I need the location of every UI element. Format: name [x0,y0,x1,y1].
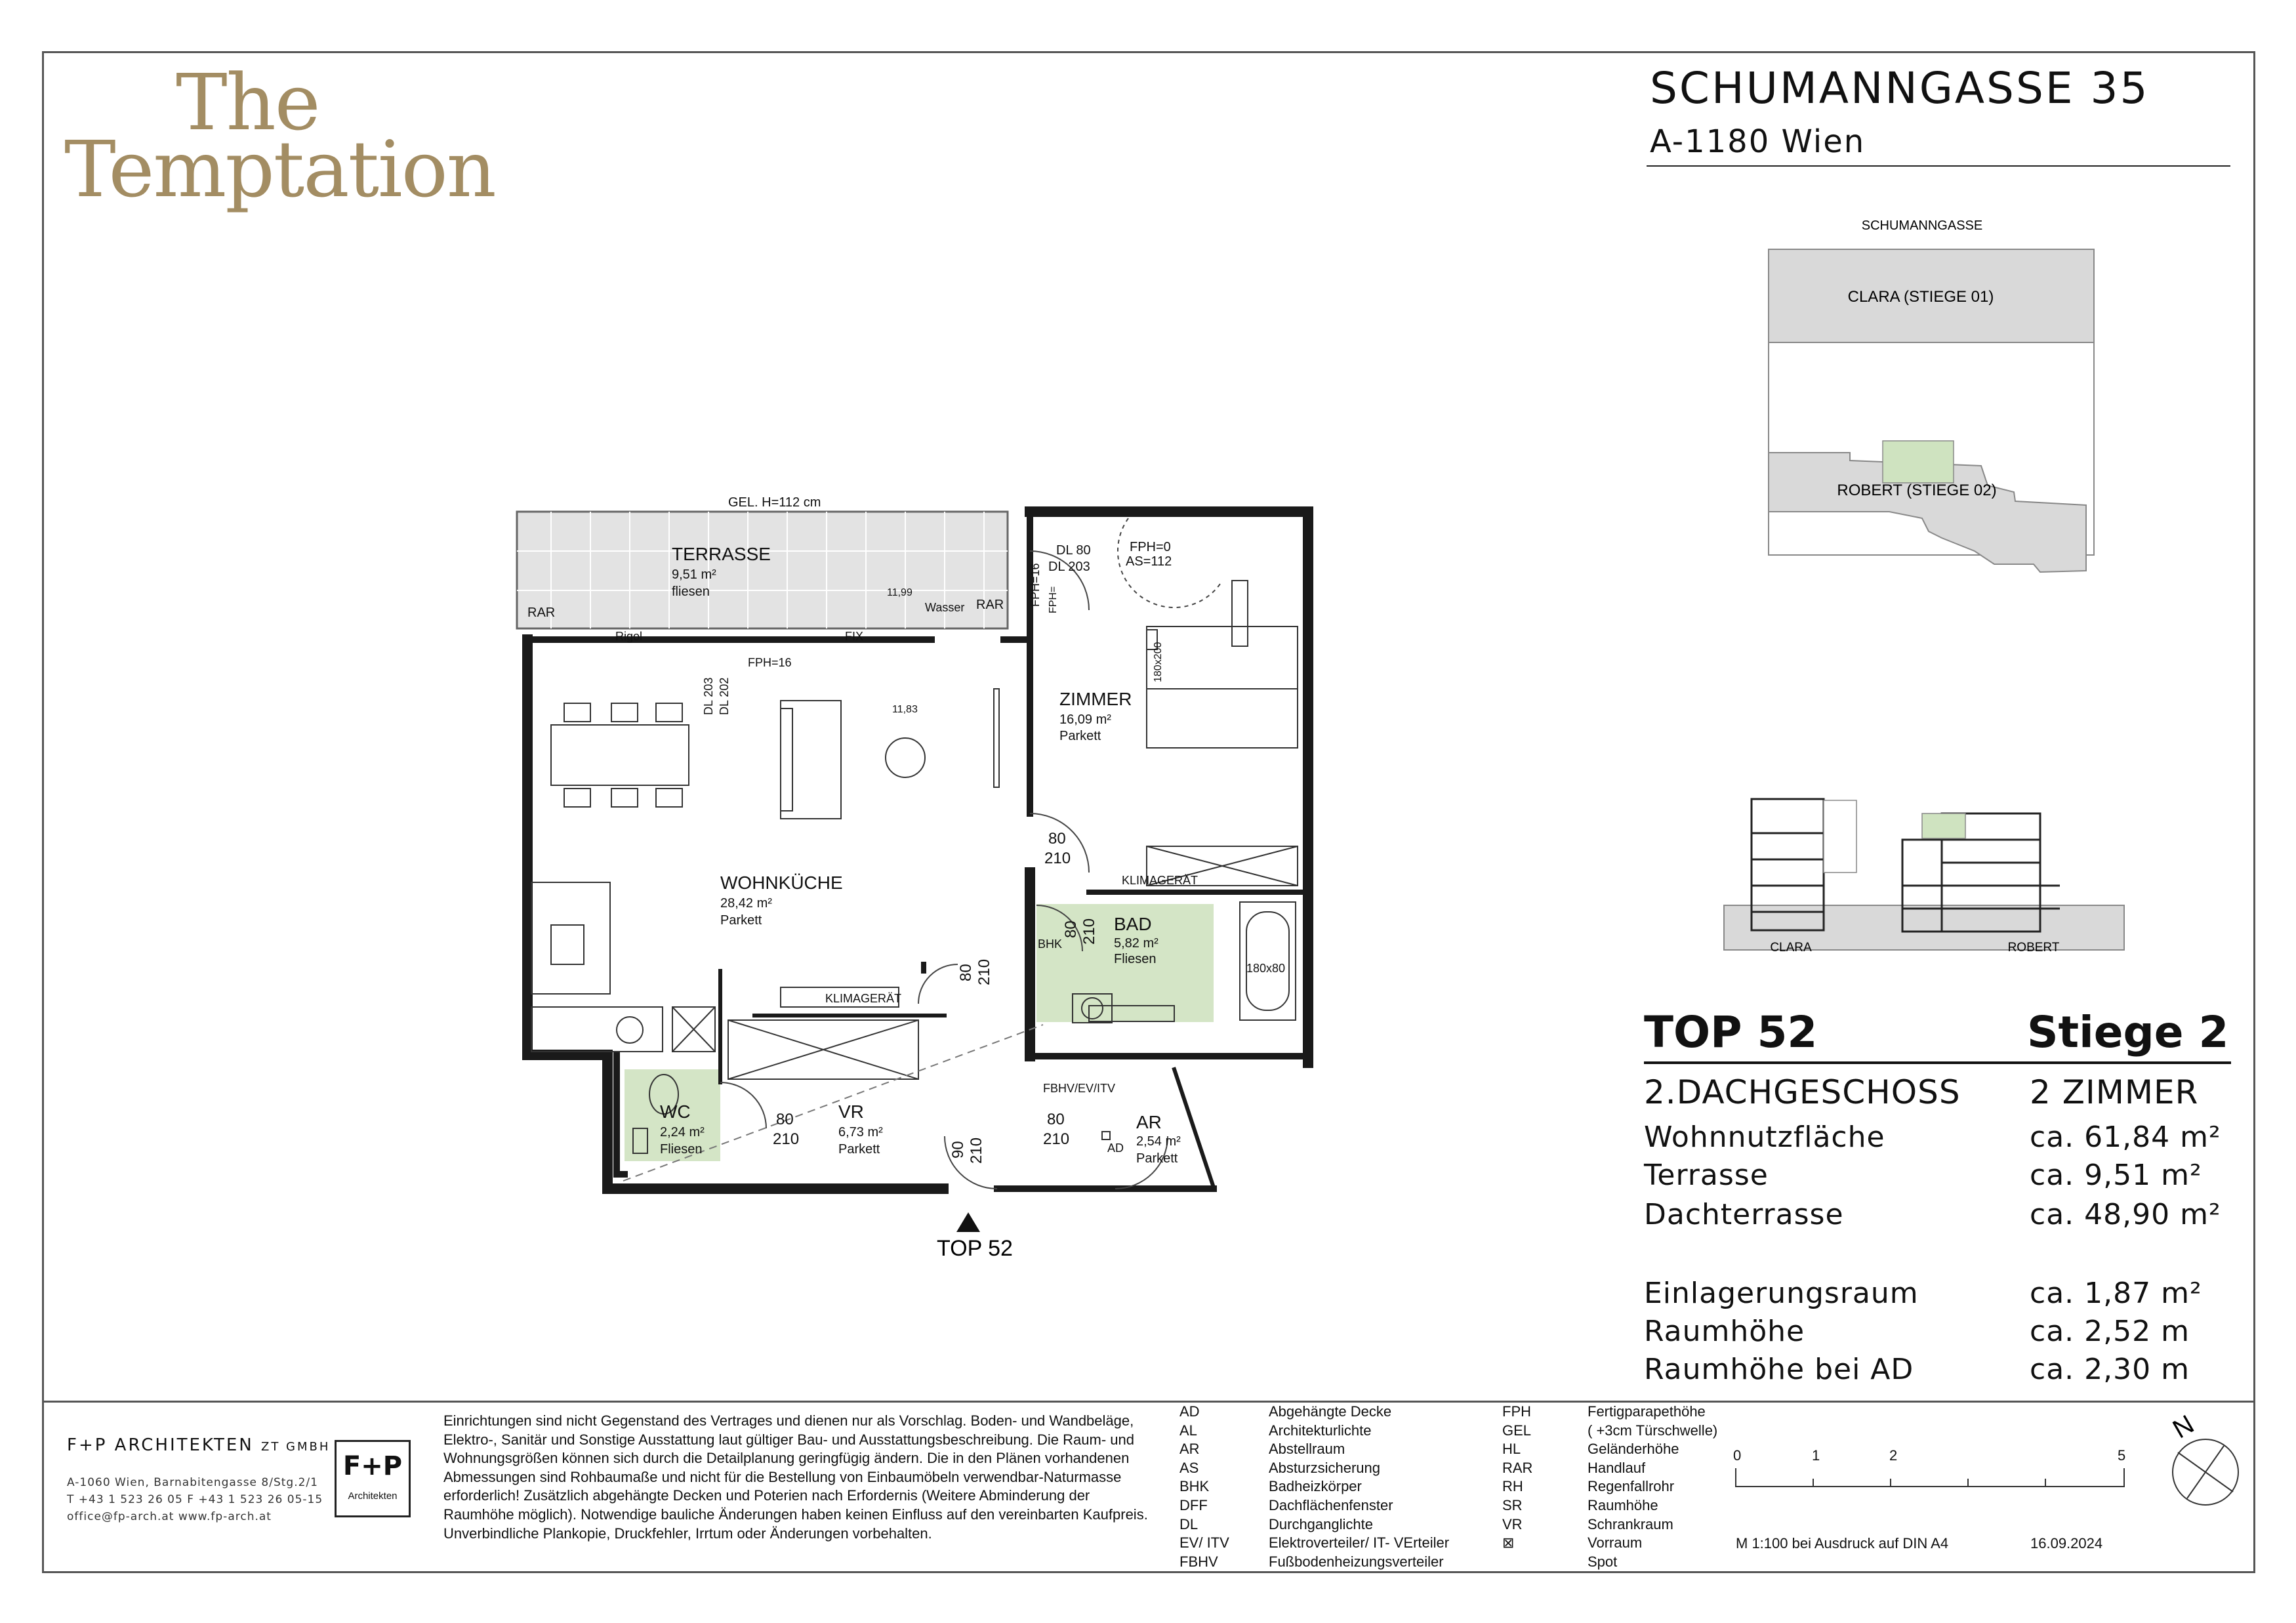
section-unit-highlight [1922,813,1965,838]
furniture [531,581,1298,1153]
room-floor: Parkett [838,1142,880,1157]
fix-label: FIX [845,630,864,643]
unit-title: TOP 52 [1644,1007,1818,1058]
abbr-value: Regenfallrohr [1588,1478,1675,1495]
abbr-value: Badheizkörper [1269,1478,1362,1495]
water-label: Wasser [925,601,965,614]
unit-stiege: Stiege 2 [2027,1007,2229,1058]
logo-line-2: Temptation [64,124,495,215]
abbr-value: Geländerhöhe [1588,1441,1679,1458]
room-floor: Parkett [720,913,762,928]
abbr-value: Dachflächenfenster [1269,1496,1393,1513]
height-label: 11,99 [887,587,912,598]
unit-highlight [1883,441,1954,483]
abbr-key: AL [1179,1422,1197,1439]
abbr-value: Absturzsicherung [1269,1459,1380,1476]
abbr-keys-left [1179,1403,1229,1571]
abbr-value: Vorraum [1588,1534,1643,1551]
abbr-key: AD [1179,1403,1200,1420]
room-area: 5,82 m² [1114,936,1158,951]
abbr-key: FBHV [1179,1553,1218,1570]
logo-line-1: The [176,57,319,148]
extra-label: Einlagerungsraum [1644,1277,1919,1310]
abbr-key: FPH [1502,1403,1531,1420]
ac-label: KLIMAGERÄT [1122,874,1199,887]
address-street: SCHUMANNGASSE 35 [1650,63,2150,113]
room-name: VR [838,1101,864,1122]
door-width: 90 [949,1141,967,1159]
ad-label: AD [1107,1141,1124,1155]
abbr-key: BHK [1179,1478,1210,1495]
firm-suffix: ZT GMBH [260,1440,331,1454]
fph-label: FPH=16 [1029,563,1042,607]
room-floor: Fliesen [1114,952,1157,966]
room-floor: fliesen [672,585,710,599]
door-height: 210 [1043,1130,1070,1148]
plan-date: 16.09.2024 [2030,1535,2103,1551]
fph-label: FPH=16 [748,656,792,669]
abbr-value: Architekturlichte [1269,1422,1372,1439]
scale-tick-label: 5 [2118,1447,2126,1464]
north-label: N [2167,1409,2199,1445]
abbr-key: GEL [1502,1422,1532,1439]
firm-name-text: F+P ARCHITEKTEN [67,1435,254,1455]
door-height: 210 [773,1130,800,1148]
scale-tick-label: 1 [1812,1447,1820,1464]
unit-floor: 2.DACHGESCHOSS [1644,1073,1961,1111]
footer-divider [42,1401,2255,1403]
firm-web: office@fp-arch.at www.fp-arch.at [67,1510,272,1523]
door-width: 80 [1062,920,1080,938]
room-name: TERRASSE [672,544,771,564]
door-width: 80 [1048,830,1066,848]
dl-label: DL 80 [1056,543,1091,558]
room-area: 28,42 m² [720,896,772,911]
unit-divider [1644,1061,2231,1064]
unit-rooms: 2 ZIMMER [2030,1073,2199,1111]
abbr-key: RH [1502,1478,1523,1495]
dl-label: DL 203 [702,677,715,715]
section-annex [1824,800,1856,873]
entrance-arrow [956,1212,980,1232]
site-plan [1732,210,2099,735]
building-robert-label: ROBERT (STIEGE 02) [1837,482,1997,499]
room-name: BAD [1114,914,1152,934]
scale-tick-label: 0 [1733,1447,1742,1464]
ac-label: KLIMAGERÄT [825,992,902,1005]
rigol-label: Rigol [615,630,643,643]
abbr-value: Elektroverteiler/ IT- VErteiler [1269,1534,1450,1551]
section-label-clara: CLARA [1770,941,1812,955]
abbr-key: DL [1179,1515,1199,1532]
room-area: 9,51 m² [672,567,716,582]
extra-value: ca. 1,87 m² [2030,1277,2202,1310]
door-height: 210 [1044,850,1071,867]
extra-label: Raumhöhe bei AD [1644,1353,1914,1386]
abbr-value: Durchganglichte [1269,1515,1373,1532]
abbr-key: EV/ ITV [1179,1534,1229,1551]
door-height: 210 [968,1137,985,1164]
room-floor: Parkett [1136,1151,1178,1166]
building-clara-label: CLARA (STIEGE 01) [1847,288,1994,306]
section-label-robert: ROBERT [2007,941,2060,955]
abbr-key: SR [1502,1496,1523,1513]
firm-logo-text: F+P [342,1451,403,1481]
floor-plan [512,492,1325,1279]
abbr-value: Fußbodenheizungsverteiler [1269,1553,1444,1570]
firm-name [67,1435,330,1455]
abbr-value: ( +3cm Türschwelle) [1588,1422,1718,1439]
abbr-key: AR [1179,1441,1200,1458]
address-city: A-1180 Wien [1650,123,1866,160]
disclaimer-text: Einrichtungen sind nicht Gegenstand des Vertrages und dienen nur als Vorschlag. Boden- und Wandbeläge, Elektro-, Sanitär und Sonstige Ausstattung laut gültiger Bau- und Ausstattungsbeschreibung. Die Raum- und Wohnungsgrößen können sich durch die Detailplanung geringfügig ändern. Die in den Plänen vorhandenen Abmessungen sind Rohbaumaße und nicht für die Bestellung von Einbaumöbeln verwendbar-Naturmasse erforderlich! Zusätzlich abgehängte Decken und Poterien nach Erfordernis (Weitere Abminderung der Raumhöhe möglich). Notwendige bauliche Änderungen haben keinen Einfluss auf den vereinbarten Kaufpreis. Unverbindliche Plankopie, Druckfehler, Irrtum oder Änderungen vorbehalten. [443,1412,1148,1542]
bed-size: 180x200 [1153,642,1164,682]
area-value: ca. 9,51 m² [2030,1159,2202,1192]
abbr-values-right [1588,1403,1717,1571]
brand-logo [64,57,495,215]
railing-label: GEL. H=112 cm [728,495,821,510]
entrance-label: TOP 52 [937,1236,1013,1261]
abbr-value: Spot [1588,1553,1618,1570]
abbr-key: HL [1502,1441,1521,1458]
scale-tick-label: 2 [1889,1447,1898,1464]
abbr-value: Abgehängte Decke [1269,1403,1392,1420]
abbr-value: Handlauf [1588,1459,1646,1476]
height-label: 11,83 [892,704,918,715]
building-section [1719,787,2139,971]
dl-label: DL 203 [1048,560,1090,574]
site-street-label: SCHUMANNGASSE [1861,218,1983,233]
dl-label: DL 202 [718,677,731,715]
extra-value: ca. 2,52 m [2030,1315,2190,1348]
room-floor: Fliesen [660,1142,703,1157]
room-name: ZIMMER [1059,689,1132,709]
door-height: 210 [1080,918,1098,945]
area-label: Dachterrasse [1644,1198,1844,1231]
abbr-value: Abstellraum [1269,1441,1345,1458]
abbr-key: AS [1179,1459,1199,1476]
room-area: 2,54 m² [1136,1134,1181,1149]
area-label: Wohnnutzfläche [1644,1120,1885,1154]
door-width: 80 [957,964,975,981]
area-value: ca. 61,84 m² [2030,1120,2221,1154]
scale-note: M 1:100 bei Ausdruck auf DIN A4 [1736,1535,1949,1551]
address-divider [1647,165,2230,167]
abbr-key: ⊠ [1502,1534,1515,1551]
fph-label: FPH= [1048,586,1059,613]
rar-label: RAR [527,606,556,620]
fph-label: FPH=0 [1130,540,1171,554]
room-name: WC [660,1101,691,1122]
room-floor: Parkett [1059,729,1101,743]
door-width: 80 [1047,1111,1065,1128]
room-name: AR [1136,1112,1162,1132]
extra-value: ca. 2,30 m [2030,1353,2190,1386]
north-arrow-icon [2158,1404,2250,1522]
room-name: WOHNKÜCHE [720,873,843,893]
room-area: 2,24 m² [660,1125,705,1140]
abbr-value: Fertigparapethöhe [1588,1403,1706,1420]
abbr-values-left [1269,1403,1449,1571]
fbhv-label: FBHV/EV/ITV [1043,1082,1116,1095]
firm-logo [335,1440,411,1517]
firm-phone: T +43 1 523 26 05 F +43 1 523 26 05-15 [67,1493,323,1506]
rar-label: RAR [976,598,1004,612]
as-label: AS=112 [1126,554,1172,569]
abbr-keys-right [1502,1403,1532,1553]
area-label: Terrasse [1644,1159,1769,1192]
abbr-key: RAR [1502,1459,1533,1476]
door-width: 80 [776,1111,794,1128]
tub-size: 180x80 [1246,962,1286,975]
room-area: 16,09 m² [1059,712,1111,727]
extra-label: Raumhöhe [1644,1315,1805,1348]
abbr-value: Raumhöhe [1588,1496,1658,1513]
room-area: 6,73 m² [838,1125,883,1140]
scale-bar [1732,1467,2132,1493]
door-height: 210 [975,958,993,985]
abbr-value: Schrankraum [1588,1515,1673,1532]
bhk-label: BHK [1038,937,1063,951]
firm-logo-subtext: Architekten [348,1490,398,1502]
abbr-key: VR [1502,1515,1523,1532]
firm-address: A-1060 Wien, Barnabitengasse 8/Stg.2/1 [67,1476,318,1489]
abbr-key: DFF [1179,1496,1208,1513]
area-value: ca. 48,90 m² [2030,1198,2221,1231]
